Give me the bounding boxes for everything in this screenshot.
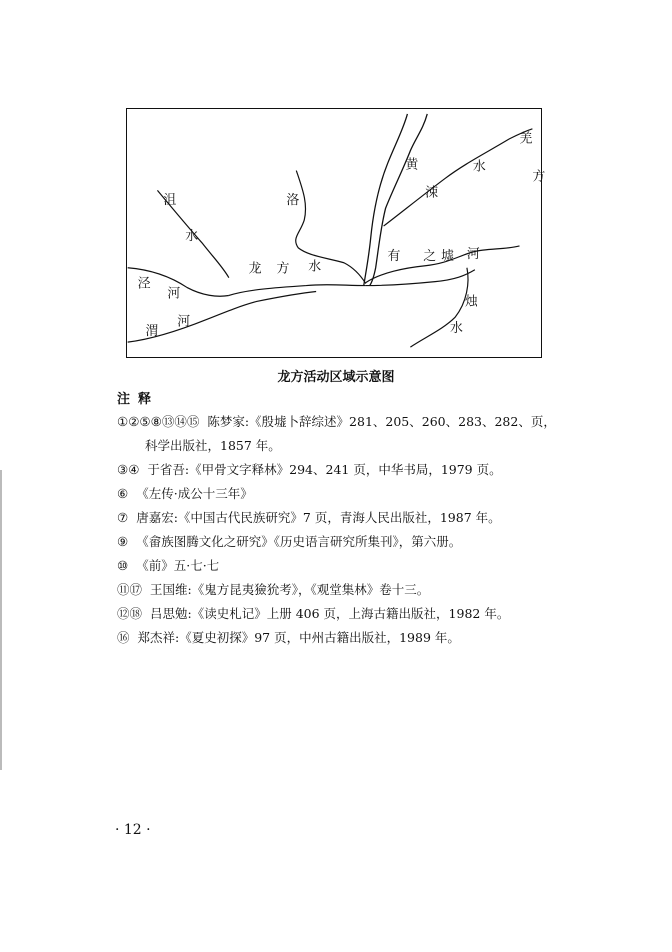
note-item (117, 482, 587, 506)
map-label-long-fang: 方 (276, 261, 290, 277)
note-continuation: 科学出版社，1857 年。 (145, 438, 281, 453)
luo-river (296, 171, 366, 284)
note-marks: ⑦ (117, 510, 129, 525)
note-text: 陈梦家:《殷墟卜辞综述》281、205、260、283、282、页， (207, 414, 556, 429)
map-label-he: 河 (466, 246, 480, 262)
note-marks: ⑫⑱ (117, 606, 143, 621)
note-marks: ①②⑤⑧⑬⑭⑮ (117, 414, 200, 429)
map-label-ju-shui: 水 (185, 228, 199, 244)
notes-heading: 注释 (117, 392, 160, 407)
note-item (117, 410, 587, 434)
map-label-qiang: 羌 (519, 131, 533, 147)
note-item (117, 458, 587, 482)
su-river (384, 129, 533, 226)
note-item (117, 506, 587, 530)
map-label-qiang-fang: 方 (532, 169, 546, 185)
map-label-jing: 泾 (137, 276, 151, 292)
map-label-you: 有 (387, 248, 401, 264)
note-item (117, 626, 587, 650)
map-figure (126, 108, 546, 358)
map-label-long: 龙 (248, 261, 262, 277)
map-label-wei: 渭 (145, 324, 159, 340)
map-label-su-shui: 水 (472, 159, 486, 175)
map-label-su: 涑 (425, 185, 439, 201)
map-label-long-shui: 水 (308, 259, 322, 275)
note-text: 《畲族图腾文化之研究》《历史语言研究所集刊》，第六册。 (136, 534, 462, 549)
note-marks: ⑥ (117, 486, 129, 501)
note-item (117, 530, 587, 554)
map-label-jing-he: 河 (167, 286, 181, 302)
note-text: 《前》五·七·七 (136, 558, 220, 573)
page-number: · 12 · (115, 822, 151, 838)
note-marks: ③④ (117, 462, 140, 477)
map-label-ju: 沮 (163, 193, 177, 209)
note-item (117, 554, 587, 578)
map-label-xu: 墟 (441, 248, 455, 264)
notes-list (117, 410, 587, 650)
map-label-wei-he: 河 (177, 314, 191, 330)
note-marks: ⑨ (117, 534, 129, 549)
map-label-zhi: 之 (423, 248, 437, 264)
note-text: 王国维:《鬼方昆夷獫狁考》，《观堂集林》卷十三。 (150, 582, 430, 597)
note-item (117, 578, 587, 602)
main-river-south-bank (366, 270, 475, 286)
map-label-zhu: 烛 (464, 294, 478, 310)
note-item (117, 602, 587, 626)
map-label-zhu-shui: 水 (450, 321, 463, 337)
scan-edge-shadow (0, 470, 2, 770)
map-caption: 龙方活动区域示意图 (277, 370, 395, 385)
note-text: 唐嘉宏:《中国古代民族研究》7 页，青海人民出版社，1987 年。 (136, 510, 501, 525)
map-label-luo: 洛 (286, 193, 300, 209)
note-text: 吕思勉:《读史札记》上册 406 页，上海古籍出版社，1982 年。 (150, 606, 510, 621)
note-marks: ⑯ (117, 630, 130, 645)
map-label-huang: 黄 (405, 157, 419, 173)
note-text: 《左传·成公十三年》 (136, 486, 253, 501)
note-text: 于省吾:《甲骨文字释林》294、241 页，中华书局，1979 页。 (147, 462, 502, 477)
river-map (127, 109, 546, 357)
yellow-river-west-bank (364, 114, 408, 286)
note-text: 郑杰祥:《夏史初探》97 页，中州古籍出版社，1989 年。 (137, 630, 460, 645)
note-marks: ⑩ (117, 558, 129, 573)
note-marks: ⑪⑰ (117, 582, 143, 597)
